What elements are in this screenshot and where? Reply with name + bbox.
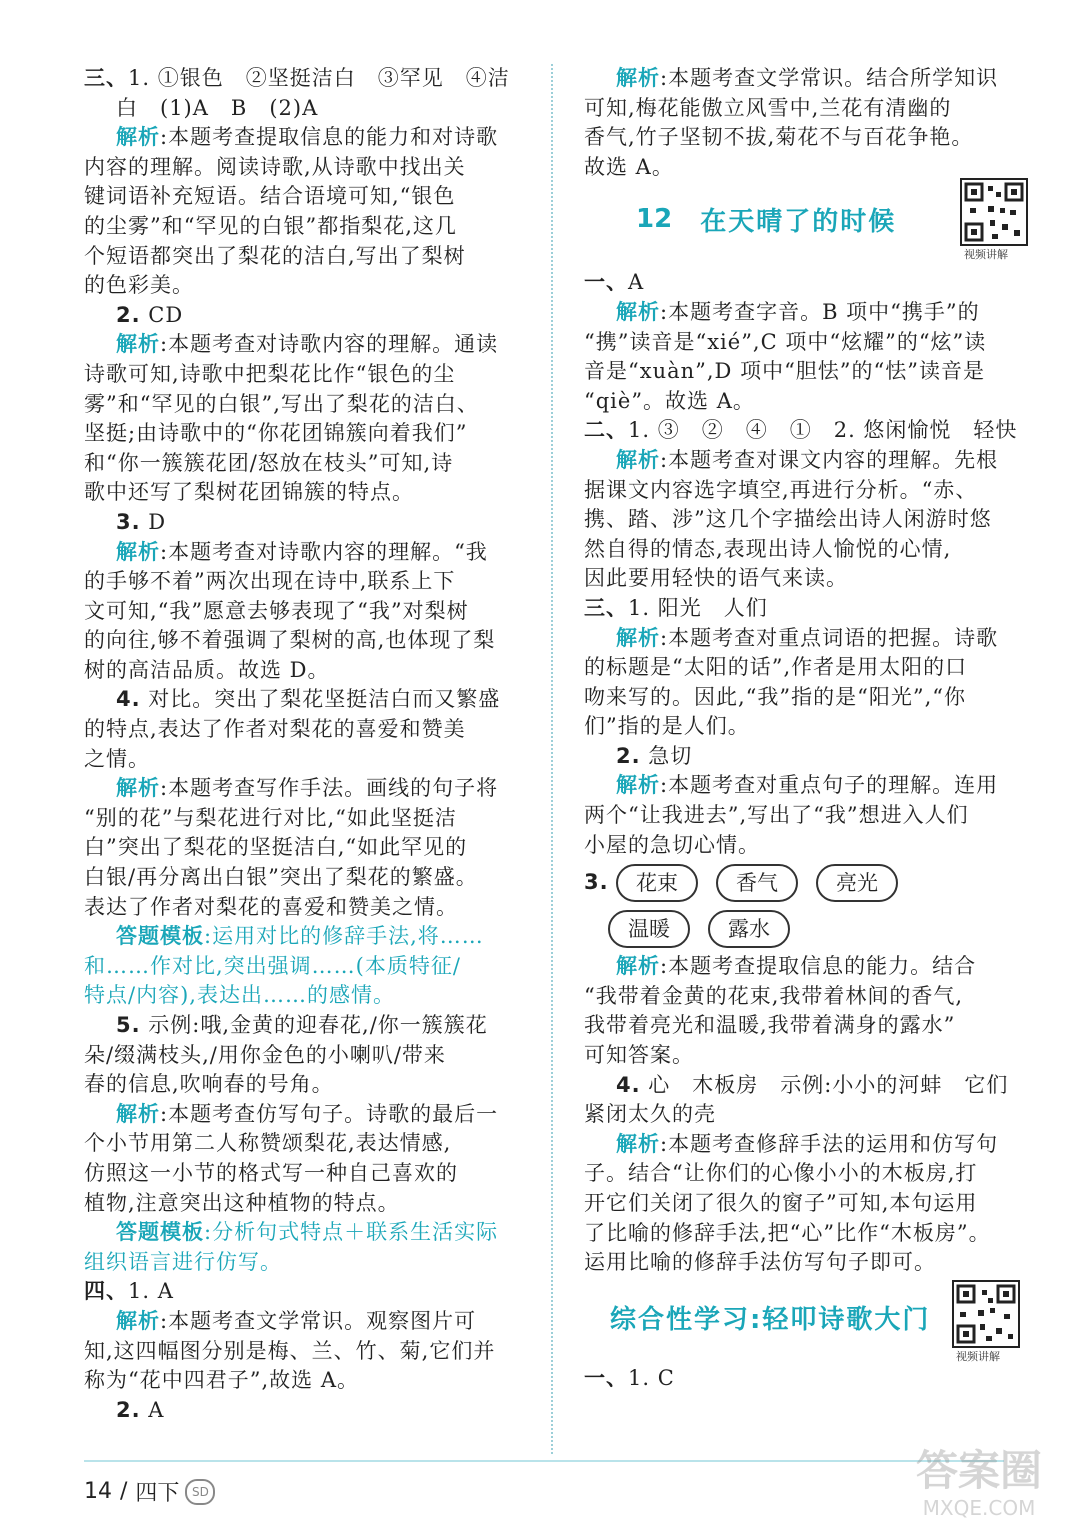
template-text: :运用对比的修辞手法,将……: [204, 924, 484, 949]
body-text: “qiè”。故选 A。: [584, 388, 755, 413]
answer-block: [584, 952, 1034, 1278]
text-line: [584, 831, 1034, 861]
text-line: [584, 1100, 1034, 1130]
text-line: [84, 330, 524, 360]
text-line: [84, 271, 524, 301]
explanation-text: :本题考查文学常识。观察图片可: [160, 1308, 477, 1333]
text-line: [84, 1041, 524, 1071]
text-line: [84, 1100, 524, 1130]
text-line: [84, 123, 524, 153]
answer-text: 急切: [640, 743, 693, 768]
qr-label: 视频讲解: [964, 248, 1008, 262]
left-column: [84, 64, 524, 1425]
text-line: [84, 745, 524, 775]
template-text: 特点/内容),表达出……的感情。: [84, 983, 395, 1008]
answer-text: A: [628, 270, 645, 295]
text-line: [84, 626, 524, 656]
answer-text: 对比。突出了梨花坚挺洁白而又繁盛: [140, 687, 501, 712]
explanation-keyword: 解析: [616, 773, 660, 798]
text-line: [584, 594, 1034, 624]
text-line: [84, 774, 524, 804]
page-footer: [84, 1476, 215, 1507]
section-label: 二、: [584, 418, 628, 443]
text-line: [584, 624, 1034, 654]
explanation-text: :本题考查字音。B 项中“携手”的: [660, 299, 980, 324]
section-label: 三、: [584, 595, 628, 620]
oval-row: [584, 860, 1034, 906]
explanation-keyword: 解析: [616, 66, 660, 90]
explanation-keyword: 解析: [616, 447, 660, 472]
text-line: [584, 1189, 1034, 1219]
body-text: 表达了作者对梨花的喜爱和赞美之情。: [84, 894, 458, 919]
text-line: [584, 298, 1034, 328]
text-line: [84, 597, 524, 627]
body-text: 的标题是“太阳的话”,作者是用太阳的口: [584, 655, 968, 680]
body-text: 朵/缀满枝头,/用你金色的小喇叭/带来: [84, 1042, 446, 1067]
text-line: [84, 1396, 524, 1426]
text-line: [584, 446, 1034, 476]
text-line: [584, 94, 1034, 124]
body-text: 两个“让我进去”,写出了“我”想进入人们: [584, 803, 969, 828]
text-line: [584, 1071, 1034, 1101]
answer-block: [584, 268, 1034, 860]
section-label: 一、: [584, 1365, 628, 1390]
body-text: 的手够不着”两次出现在诗中,联系上下: [84, 569, 456, 594]
text-line: [84, 1218, 524, 1248]
text-line: [84, 182, 524, 212]
text-line: [84, 1070, 524, 1100]
body-text: “携”读音是“xié”,C 项中“炫耀”的“炫”读: [584, 329, 987, 354]
body-text: 然自得的情态,表现出诗人愉悦的心情,: [584, 536, 952, 561]
footer-separator: /: [120, 1479, 128, 1504]
grade-label: 四下: [135, 1481, 180, 1506]
text-line: [584, 387, 1034, 417]
text-line: [584, 1219, 1034, 1249]
answer-text: D: [140, 509, 167, 534]
body-text: 春的信息,吹响春的号角。: [84, 1072, 334, 1097]
text-line: [84, 685, 524, 715]
template-keyword: 答题模板: [116, 924, 204, 949]
text-line: [584, 1159, 1034, 1189]
watermark-main: 答案圈: [915, 1446, 1042, 1495]
body-text: “别的花”与梨花进行对比,“如此坚挺洁: [84, 805, 457, 830]
explanation-keyword: 解析: [616, 625, 660, 650]
text-line: [584, 1011, 1034, 1041]
body-text: 开它们关闭了很久的窗子”可知,本句运用: [584, 1191, 978, 1215]
text-line: [84, 1159, 524, 1189]
text-line: [584, 683, 1034, 713]
explanation-keyword: 解析: [116, 1101, 160, 1126]
answer-text: 1. A: [128, 1279, 174, 1304]
text-line: [84, 242, 524, 272]
text-line: [584, 952, 1034, 982]
text-line: [584, 801, 1034, 831]
body-text: 内容的理解。阅读诗歌,从诗歌中找出关: [84, 154, 466, 179]
explanation-keyword: 解析: [116, 125, 160, 150]
text-line: [84, 390, 524, 420]
answer-block: [584, 64, 1034, 182]
text-line: [84, 419, 524, 449]
oval-word: 花束: [616, 864, 698, 902]
text-line: [84, 449, 524, 479]
text-line: [584, 476, 1034, 506]
answer-text: 白 (1)A B (2)A: [116, 95, 319, 120]
body-text: 音是“xuàn”,D 项中“胆怯”的“怯”读音是: [584, 359, 986, 384]
text-line: [584, 1364, 1034, 1394]
question-number: 5.: [116, 1013, 141, 1037]
body-text: 诗歌可知,诗歌中把梨花比作“银色的尘: [84, 361, 456, 386]
body-text: 运用比喻的修辞手法仿写句子即可。: [584, 1250, 936, 1275]
text-line: [584, 64, 1034, 94]
page-number: 14: [84, 1479, 112, 1504]
question-number: 3.: [584, 870, 609, 895]
sd-badge-icon: SD: [185, 1479, 215, 1505]
text-line: [84, 1277, 524, 1307]
question-number: 4.: [116, 687, 141, 712]
watermark: [904, 1446, 1054, 1526]
explanation-text: :本题考查对重点词语的把握。诗歌: [660, 625, 999, 650]
text-line: [584, 505, 1034, 535]
text-line: [84, 952, 524, 982]
text-line: [84, 567, 524, 597]
text-line: [584, 653, 1034, 683]
answer-block: [584, 1364, 1034, 1394]
text-line: [584, 742, 1034, 772]
text-line: [84, 478, 524, 508]
text-line: [84, 538, 524, 568]
body-text: 知,这四幅图分别是梅、兰、竹、菊,它们并: [84, 1338, 496, 1363]
body-text: 歌中还写了梨树花团锦簇的特点。: [84, 480, 414, 505]
explanation-text: :本题考查提取信息的能力。结合: [660, 954, 977, 979]
text-line: [84, 1189, 524, 1219]
watermark-sub: MXQE.COM: [922, 1496, 1036, 1520]
text-line: [584, 328, 1034, 358]
answer-text: 1. ③ ② ④ ① 2. 悠闲愉悦 轻快: [628, 418, 1018, 443]
body-text: 之情。: [84, 746, 150, 771]
text-line: [84, 804, 524, 834]
body-text: 白”突出了梨花的坚挺洁白,“如此罕见的: [84, 835, 468, 860]
body-text: 树的高洁品质。故选 D。: [84, 657, 330, 682]
body-text: 故选 A。: [584, 154, 674, 179]
answer-text: 示例:哦,金黄的迎春花,/你一簇簇花: [140, 1013, 488, 1037]
text-line: [84, 1337, 524, 1367]
explanation-keyword: 解析: [116, 1308, 160, 1333]
body-text: 小屋的急切心情。: [584, 832, 760, 857]
lesson-title: 在天晴了的时候: [700, 206, 897, 237]
oval-word: 香气: [716, 864, 798, 902]
text-line: [584, 268, 1034, 298]
text-line: [584, 564, 1034, 594]
text-line: [584, 1248, 1034, 1278]
text-line: [84, 656, 524, 686]
body-text: 可知,梅花能傲立风雪中,兰花有清幽的: [584, 95, 952, 120]
body-text: 们”指的是人们。: [584, 714, 750, 739]
template-text: 和……作对比,突出强调……(本质特征/: [84, 953, 461, 978]
text-line: [584, 416, 1034, 446]
explanation-keyword: 解析: [616, 1131, 660, 1156]
explanation-text: :本题考查对课文内容的理解。先根: [660, 447, 999, 472]
body-text: 雾”和“罕见的白银”,写出了梨花的洁白、: [84, 391, 479, 416]
lesson-number: 12: [636, 204, 673, 235]
body-text: 携、踏、涉”这几个字描绘出诗人闲游时悠: [584, 507, 992, 532]
text-line: [584, 712, 1034, 742]
explanation-keyword: 解析: [616, 299, 660, 324]
template-text: :分析句式特点＋联系生活实际: [204, 1220, 499, 1245]
body-text: 键词语补充短语。结合语境可知,“银色: [84, 184, 456, 209]
body-text: 植物,注意突出这种植物的特点。: [84, 1190, 400, 1215]
section-title: 综合性学习:轻叩诗歌大门: [610, 1305, 931, 1336]
body-text: 据课文内容选字填空,再进行分析。“赤、: [584, 477, 978, 502]
body-text: 的尘雾”和“罕见的白银”都指梨花,这几: [84, 213, 457, 238]
explanation-keyword: 解析: [116, 776, 160, 801]
section-label: 四、: [84, 1279, 128, 1304]
body-text: 可知答案。: [584, 1043, 694, 1068]
text-line: [584, 123, 1034, 153]
lesson-12-header: [584, 182, 1034, 262]
text-line: [84, 922, 524, 952]
body-text: 坚挺;由诗歌中的“你花团锦簇向着我们”: [84, 421, 468, 446]
explanation-text: :本题考查对重点句子的理解。连用: [660, 773, 999, 798]
text-line: [584, 535, 1034, 565]
body-text: 紧闭太久的壳: [584, 1102, 716, 1127]
answer-text: A: [140, 1397, 165, 1422]
text-line: [84, 301, 524, 331]
text-line: [84, 360, 524, 390]
body-text: 个小节用第二人称赞颂梨花,表达情感,: [84, 1131, 452, 1156]
text-line: [584, 771, 1034, 801]
question-number: 2.: [116, 1397, 141, 1422]
oval-word: 露水: [708, 910, 790, 948]
body-text: 的色彩美。: [84, 273, 194, 298]
oval-row: [584, 906, 1034, 952]
oval-word: 亮光: [816, 864, 898, 902]
text-line: [84, 1011, 524, 1041]
section-label: 三、: [84, 66, 128, 90]
qr-label: 视频讲解: [956, 1349, 1000, 1363]
explanation-keyword: 解析: [116, 332, 160, 357]
text-line: [84, 981, 524, 1011]
explanation-text: :本题考查写作手法。画线的句子将: [160, 776, 499, 801]
body-text: 称为“花中四君子”,故选 A。: [84, 1368, 359, 1393]
text-line: [84, 153, 524, 183]
section-header: [584, 1278, 1034, 1363]
body-text: “我带着金黄的花束,我带着林间的香气,: [584, 983, 964, 1008]
body-text: 白银/再分离出白银”突出了梨花的繁盛。: [84, 865, 478, 890]
section-label: 一、: [584, 270, 628, 295]
text-line: [584, 1130, 1034, 1160]
text-line: [84, 1307, 524, 1337]
text-line: [84, 212, 524, 242]
body-text: 个短语都突出了梨花的洁白,写出了梨树: [84, 243, 466, 268]
explanation-text: :本题考查对诗歌内容的理解。通读: [160, 332, 499, 357]
question-number: 4.: [616, 1072, 641, 1097]
oval-word: 温暖: [608, 910, 690, 948]
text-line: [84, 893, 524, 923]
answer-text: 1. C: [628, 1365, 675, 1390]
text-line: [84, 508, 524, 538]
body-text: 因此要用轻快的语气来读。: [584, 566, 848, 591]
answer-text: CD: [140, 302, 184, 327]
text-line: [84, 863, 524, 893]
qr-code-icon[interactable]: [952, 1280, 1020, 1348]
question-number: 2.: [116, 302, 141, 327]
answer-text: 1. ①银色 ②坚挺洁白 ③罕见 ④洁: [128, 66, 510, 90]
body-text: 子。结合“让你们的心像小小的木板房,打: [584, 1161, 978, 1186]
explanation-text: :本题考查对诗歌内容的理解。“我: [160, 539, 488, 564]
text-line: [84, 1366, 524, 1396]
explanation-keyword: 解析: [616, 954, 660, 979]
body-text: 吻来写的。因此,“我”指的是“阳光”,“你: [584, 684, 967, 709]
qr-code-icon[interactable]: [960, 178, 1028, 246]
text-line: [584, 982, 1034, 1012]
body-text: 的特点,表达了作者对梨花的喜爱和赞美: [84, 717, 466, 742]
right-column: [584, 64, 1034, 1393]
oval-answers: [584, 860, 1034, 952]
body-text: 和“你一簇簇花团/怒放在枝头”可知,诗: [84, 450, 454, 475]
column-divider: [551, 64, 553, 1454]
text-line: [584, 357, 1034, 387]
body-text: 仿照这一小节的格式写一种自己喜欢的: [84, 1160, 458, 1185]
text-line: [84, 1129, 524, 1159]
answer-text: 1. 阳光 人们: [628, 595, 768, 620]
body-text: 文可知,“我”愿意去够表现了“我”对梨树: [84, 598, 469, 623]
text-line: [84, 94, 524, 124]
body-text: 的向往,够不着强调了梨树的高,也体现了梨: [84, 628, 496, 653]
explanation-text: :本题考查仿写句子。诗歌的最后一: [160, 1101, 499, 1126]
text-line: [84, 1248, 524, 1278]
text-line: [84, 64, 524, 94]
answer-text: 心 木板房 示例:小小的河蚌 它们: [640, 1072, 1009, 1097]
template-keyword: 答题模板: [116, 1220, 204, 1245]
text-line: [84, 833, 524, 863]
explanation-text: :本题考查文学常识。结合所学知识: [660, 66, 999, 90]
explanation-keyword: 解析: [116, 539, 160, 564]
text-line: [584, 1041, 1034, 1071]
footer-rule: [84, 1460, 1004, 1462]
explanation-text: :本题考查提取信息的能力和对诗歌: [160, 125, 499, 150]
question-number: 3.: [116, 509, 141, 534]
body-text: 香气,竹子坚韧不拔,菊花不与百花争艳。: [584, 125, 974, 150]
text-line: [84, 715, 524, 745]
template-text: 组织语言进行仿写。: [84, 1249, 282, 1274]
body-text: 了比喻的修辞手法,把“心”比作“木板房”。: [584, 1220, 991, 1245]
question-number: 2.: [616, 743, 641, 768]
explanation-text: :本题考查修辞手法的运用和仿写句: [660, 1131, 999, 1156]
body-text: 我带着亮光和温暖,我带着满身的露水”: [584, 1013, 956, 1038]
